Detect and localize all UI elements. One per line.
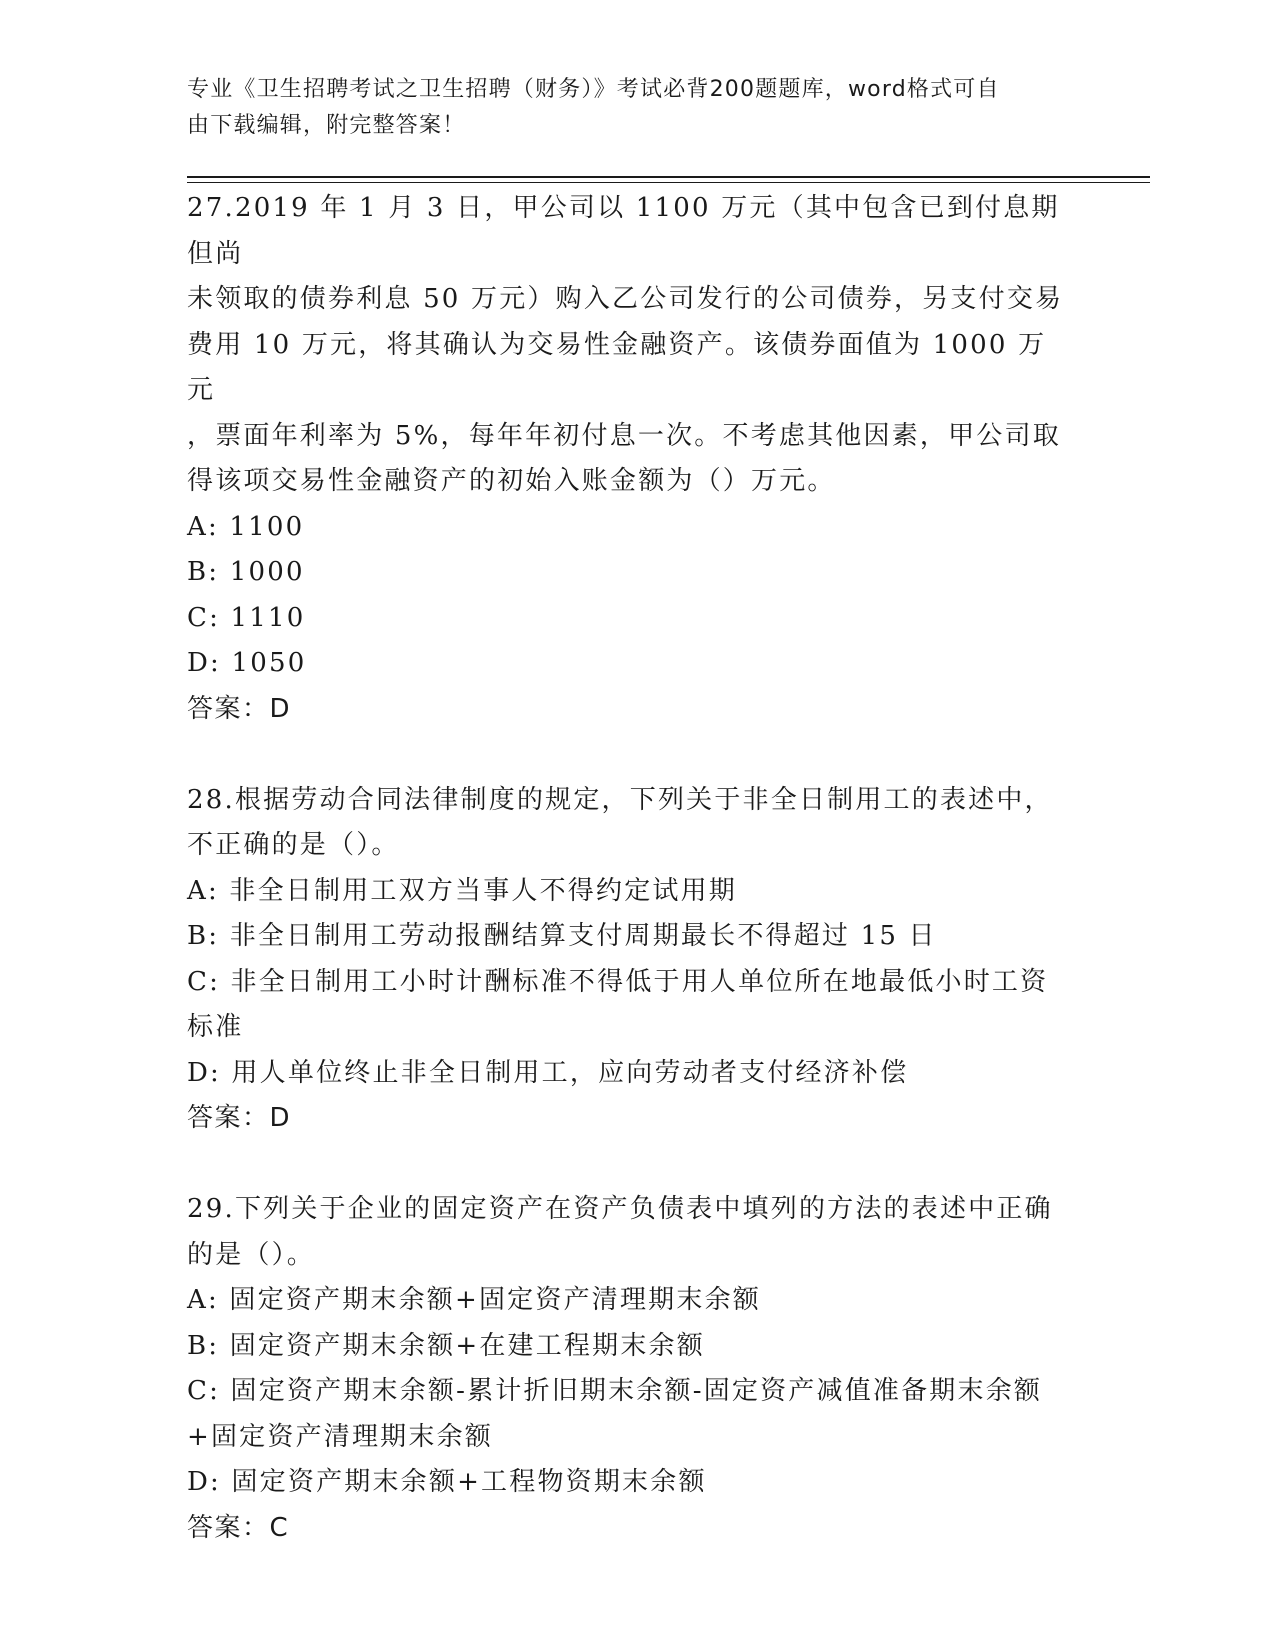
document-header <box>187 72 1067 144</box>
question-stem <box>187 778 1069 869</box>
answer-line: 答案：D <box>187 693 292 724</box>
answer-line: 答案：C <box>187 1512 290 1543</box>
header-line-2: 由下载编辑，附完整答案！ <box>187 113 466 138</box>
option-d: D: 固定资产期末余额+工程物资期末余额 <box>187 1467 707 1497</box>
option-a: A: 固定资产期末余额+固定资产清理期末余额 <box>187 1285 761 1315</box>
question-stem <box>187 186 1069 505</box>
option-c <box>187 960 1069 1051</box>
option-b: B: 非全日制用工劳动报酬结算支付周期最长不得超过 15 日 <box>187 921 937 951</box>
option-b: B: 固定资产期末余额+在建工程期末余额 <box>187 1330 705 1361</box>
stem-line: 29.下列关于企业的固定资产在资产负债表中填列的方法的表述中正确 <box>187 1194 1053 1224</box>
stem-line: 得该项交易性金融资产的初始入账金额为（）万元。 <box>187 466 836 496</box>
option-line: 标准 <box>187 1012 244 1042</box>
option-d: D: 用人单位终止非全日制用工，应向劳动者支付经济补偿 <box>187 1057 909 1088</box>
option-d: D: 1050 <box>187 648 307 678</box>
option-a: A: 非全日制用工双方当事人不得约定试用期 <box>187 875 738 906</box>
option-c: C: 1110 <box>187 602 306 633</box>
question-28 <box>187 778 1087 1142</box>
option-line: C: 固定资产期末余额-累计折旧期末余额-固定资产减值准备期末余额 <box>187 1376 1043 1406</box>
header-divider-thin <box>187 182 1150 183</box>
option-b: B: 1000 <box>187 557 305 587</box>
question-spacer <box>187 1142 1087 1188</box>
header-divider-thick <box>187 176 1150 178</box>
question-27 <box>187 186 1087 732</box>
stem-line: ，票面年利率为 5%，每年年初付息一次。不考虑其他因素，甲公司取 <box>187 420 1061 451</box>
stem-line: 的是（）。 <box>187 1239 316 1270</box>
question-list <box>187 186 1087 1551</box>
stem-line: 27.2019 年 1 月 3 日，甲公司以 1100 万元（其中包含已到付息期但尚 <box>187 193 1060 269</box>
question-spacer <box>187 732 1087 778</box>
stem-line: 不正确的是（）。 <box>187 830 400 860</box>
question-stem <box>187 1187 1069 1278</box>
stem-line: 28.根据劳动合同法律制度的规定，下列关于非全日制用工的表述中， <box>187 784 1053 815</box>
answer-line: 答案：D <box>187 1103 292 1133</box>
stem-line: 未领取的债券利息 50 万元）购入乙公司发行的公司债券，另支付交易 <box>187 284 1064 314</box>
option-line: +固定资产清理期末余额 <box>187 1421 493 1452</box>
stem-line: 费用 10 万元，将其确认为交易性金融资产。该债券面值为 1000 万元 <box>187 329 1047 405</box>
question-29 <box>187 1187 1087 1551</box>
option-line: C: 非全日制用工小时计酬标准不得低于用人单位所在地最低小时工资 <box>187 966 1049 997</box>
header-line-1: 专业《卫生招聘考试之卫生招聘（财务）》考试必背200题题库，word格式可自 <box>187 77 1000 102</box>
option-a: A: 1100 <box>187 511 305 542</box>
option-c <box>187 1369 1069 1460</box>
